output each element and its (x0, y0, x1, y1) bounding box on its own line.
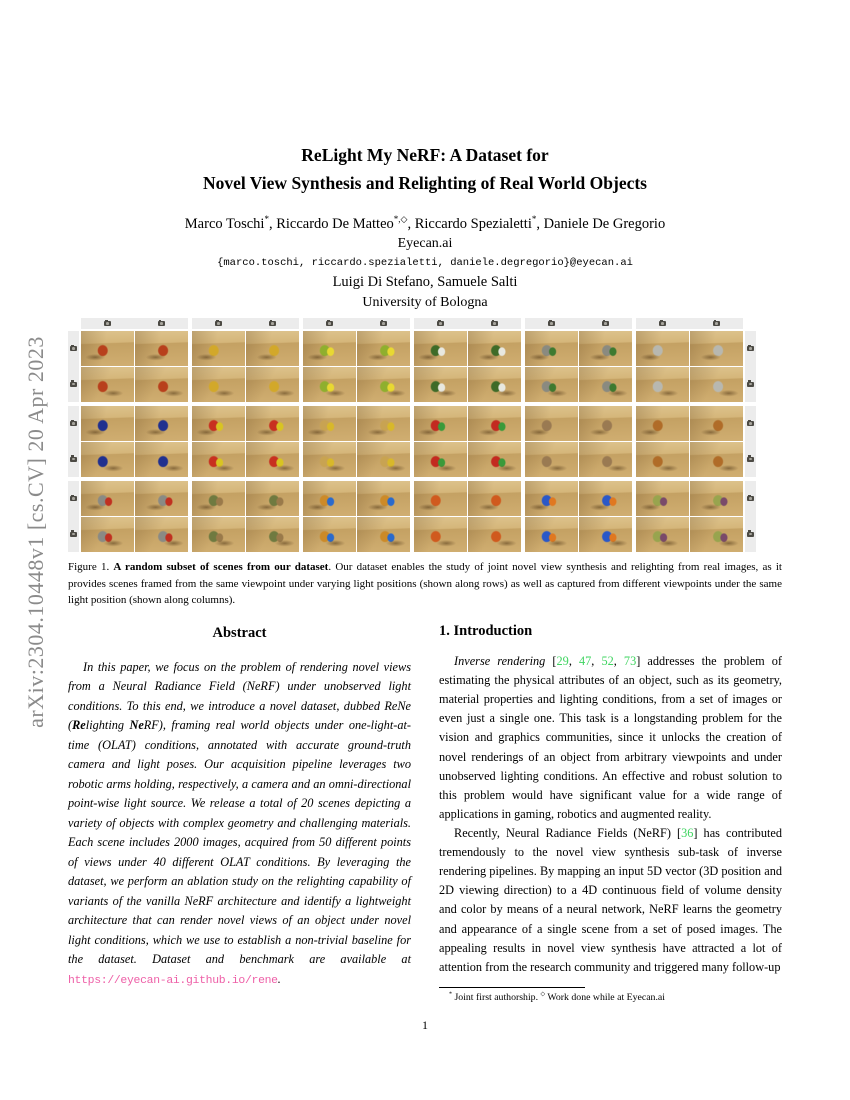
camera-icon (326, 321, 333, 326)
photo-tile (135, 367, 188, 402)
scene-zebra-and-palm (525, 331, 632, 402)
photo-tile (636, 367, 689, 402)
figure-col-header-strip (81, 318, 749, 329)
photo-tile (357, 517, 410, 552)
figure-row-label-strip (68, 406, 79, 477)
camera-icon (747, 532, 754, 537)
camera-icon (437, 321, 444, 326)
photo-tile (81, 481, 134, 516)
photo-tile (525, 481, 578, 516)
two-column-body (68, 623, 782, 1003)
photo-tile (468, 517, 521, 552)
photo-tile (525, 442, 578, 477)
scene-dinosaur-toys (192, 481, 299, 552)
footnote-text: * Joint first authorship. ◇ Work done while at Eyecan.ai (449, 991, 665, 1003)
section-heading-introduction: 1. Introduction (439, 623, 533, 639)
photo-tile (81, 367, 134, 402)
photo-tile (690, 481, 743, 516)
left-column (68, 623, 411, 1003)
photo-tile (636, 331, 689, 366)
camera-icon (747, 421, 754, 426)
camera-icon (104, 321, 111, 326)
photo-tile (357, 367, 410, 402)
scene-camera-gadget (81, 481, 188, 552)
photo-tile (690, 442, 743, 477)
scene-tape-ring (303, 406, 410, 477)
abstract-heading: Abstract (212, 625, 267, 641)
photo-tile (192, 331, 245, 366)
photo-tile (636, 406, 689, 441)
right-column (439, 623, 782, 1003)
photo-tile (357, 442, 410, 477)
photo-tile (468, 481, 521, 516)
camera-icon (70, 457, 77, 462)
page-number: 1 (422, 1018, 428, 1032)
camera-icon (548, 321, 555, 326)
camera-icon (70, 346, 77, 351)
photo-tile (414, 442, 467, 477)
author-line2: Luigi Di Stefano, Samuele Salti (332, 274, 518, 291)
photo-tile (192, 442, 245, 477)
citation-link[interactable]: 36 (681, 825, 694, 840)
photo-tile (636, 481, 689, 516)
affiliation-1: Eyecan.ai (397, 236, 453, 252)
camera-icon (659, 321, 666, 326)
arxiv-banner: arXiv:2304.10448v1 [cs.CV] 20 Apr 2023 (23, 336, 48, 728)
photo-tile (81, 406, 134, 441)
citation-link[interactable]: 29 (556, 654, 569, 668)
photo-tile (468, 442, 521, 477)
citation-link[interactable]: 73 (623, 654, 637, 668)
photo-tile (135, 517, 188, 552)
author-emails: {marco.toschi, riccardo.spezialetti, daniele.degregorio}@eyecan.ai (217, 256, 633, 269)
photo-tile (192, 517, 245, 552)
scene-pear-and-lemons (303, 331, 410, 402)
scene-lego-blocks (414, 406, 521, 477)
photo-tile (636, 517, 689, 552)
affiliation-2: University of Bologna (362, 295, 488, 311)
figure-grid (68, 318, 762, 552)
photo-tile (690, 367, 743, 402)
figure-row-label-strip (745, 406, 756, 477)
photo-tile (690, 406, 743, 441)
photo-tile (303, 442, 356, 477)
scene-wooden-hand (525, 406, 632, 477)
camera-icon (747, 457, 754, 462)
photo-tile (690, 517, 743, 552)
photo-tile (579, 442, 632, 477)
scene-yellow-dog (192, 331, 299, 402)
figure-caption: Figure 1. A random subset of scenes from our dataset. Our dataset enables the study of joint novel view synthesis and relighting from real images, as it provides scenes framed from the same viewpoint under varying light positions (shown along rows) as well as captured from different viewpoints under the same light position (shown along columns). (68, 561, 782, 606)
photo-tile (303, 331, 356, 366)
photo-tile (192, 367, 245, 402)
photo-tile (468, 331, 521, 366)
footnote-rule (439, 987, 585, 988)
photo-tile (303, 406, 356, 441)
abstract-text: In this paper, we focus on the problem of rendering novel views from a Neural Radiance Field (NeRF) under unobserved light conditions. To this end, we introduce a novel dataset, dubbed ReNe (Relighting NeRF), framing real world objects under one-light-at-time (OLAT) conditions, annotated with accurate ground-truth camera and light poses. Our acquisition pipeline leverages two robotic arms holding, respectively, a camera and an omni-directional point-wise light source. We release a total of 20 scenes depicting a variety of objects with complex geometry and challenging materials. Each scene includes 2000 images, acquired from 50 different points of views under 40 different OLAT conditions. By leveraging the dataset, we perform an ablation study on the relighting capability of variants of the vanilla NeRF architecture and identify a lightweight architecture that can render novel views of an object under novel light conditions, which we use to establish a non-trivial baseline for the dataset. Dataset and benchmark are available at https://eyecan-ai.github.io/rene. (68, 660, 411, 987)
photo-tile (246, 481, 299, 516)
author-block (0, 214, 850, 314)
photo-tile (525, 517, 578, 552)
dataset-url-link[interactable]: https://eyecan-ai.github.io/rene (68, 973, 278, 987)
camera-icon (215, 321, 222, 326)
author-line1: Marco Toschi*, Riccardo De Matteo*,◇, Riccardo Spezialetti*, Daniele De Gregorio (184, 214, 666, 232)
footnote (439, 987, 782, 1003)
photo-tile (525, 367, 578, 402)
camera-icon (491, 321, 498, 326)
camera-icon (713, 321, 720, 326)
camera-icon (380, 321, 387, 326)
paper-title-line2: Novel View Synthesis and Relighting of Real World Objects (202, 173, 647, 193)
photo-tile (246, 406, 299, 441)
camera-icon (70, 382, 77, 387)
camera-icon (747, 496, 754, 501)
photo-tile (636, 442, 689, 477)
intro-paragraph-2: Recently, Neural Radiance Fields (NeRF) [36] has contributed tremendously to the novel view synthesis sub-task of inverse rendering pipelines. By mapping an input 5D vector (3D position and 2D viewing direction) to a 4D continuous field of volume density and color by means of a neural network, NeRF learns the geometry and appearance of a single scene from a set of posed images. The appealing results in novel view synthesis have attracted a lot of attention from the research community and triggered many follow-up (439, 825, 782, 974)
photo-tile (525, 331, 578, 366)
photo-tile (192, 406, 245, 441)
photo-tile (135, 406, 188, 441)
camera-icon (70, 496, 77, 501)
photo-tile (357, 331, 410, 366)
photo-tile (303, 517, 356, 552)
photo-tile (135, 442, 188, 477)
camera-icon (747, 346, 754, 351)
photo-tile (579, 331, 632, 366)
photo-tile (246, 517, 299, 552)
scene-lion-figurines (636, 406, 743, 477)
photo-tile (414, 517, 467, 552)
photo-tile (579, 367, 632, 402)
camera-icon (70, 421, 77, 426)
camera-icon (747, 382, 754, 387)
photo-tile (690, 331, 743, 366)
photo-tile (81, 442, 134, 477)
photo-tile (135, 481, 188, 516)
camera-icon (70, 532, 77, 537)
scene-toy-trucks (525, 481, 632, 552)
photo-tile (135, 331, 188, 366)
scene-succulent-pot (636, 481, 743, 552)
camera-icon (158, 321, 165, 326)
photo-tile (192, 481, 245, 516)
figure-1 (68, 318, 762, 556)
camera-icon (269, 321, 276, 326)
scene-toy-house (303, 481, 410, 552)
figure-row-label-strip (745, 331, 756, 402)
photo-tile (303, 481, 356, 516)
photo-tile (579, 406, 632, 441)
citation-link[interactable]: 47 (578, 654, 592, 668)
photo-tile (81, 331, 134, 366)
scene-robot-arm (636, 331, 743, 402)
photo-tile (81, 517, 134, 552)
photo-tile (468, 406, 521, 441)
intro-paragraph-1: Inverse rendering [29, 47, 52, 73] addresses the problem of estimating the physical attributes of an object, such as its geometry, material properties and lighting conditions, from a set of images or even just a single one. This task is a longstanding problem for the vision and graphics communities, since it unlocks the creation of novel renderings of an object from arbitrary viewpoints and under unobserved lighting conditions. An effective and robust solution to this problem would have significant value for a wide range of applications in gaming, robotics and augmented reality. (439, 654, 783, 821)
paper-title (0, 141, 850, 197)
figure-row-label-strip (68, 481, 79, 552)
photo-tile (414, 406, 467, 441)
scene-wireframe-cube (81, 331, 188, 402)
citation-link[interactable]: 52 (601, 654, 614, 668)
photo-tile (246, 331, 299, 366)
photo-tile (414, 481, 467, 516)
photo-tile (246, 442, 299, 477)
photo-tile (468, 367, 521, 402)
scene-potted-plants (414, 331, 521, 402)
photo-tile (579, 517, 632, 552)
photo-tile (357, 481, 410, 516)
scene-toy-birds (192, 406, 299, 477)
photo-tile (303, 367, 356, 402)
camera-icon (602, 321, 609, 326)
scene-blue-gem (81, 406, 188, 477)
figure-row-label-strip (68, 331, 79, 402)
scene-orange-creature (414, 481, 521, 552)
photo-tile (579, 481, 632, 516)
paper-title-line1: ReLight My NeRF: A Dataset for (301, 145, 549, 165)
photo-tile (414, 367, 467, 402)
photo-tile (357, 406, 410, 441)
photo-tile (414, 331, 467, 366)
photo-tile (246, 367, 299, 402)
figure-row-label-strip (745, 481, 756, 552)
photo-tile (525, 406, 578, 441)
